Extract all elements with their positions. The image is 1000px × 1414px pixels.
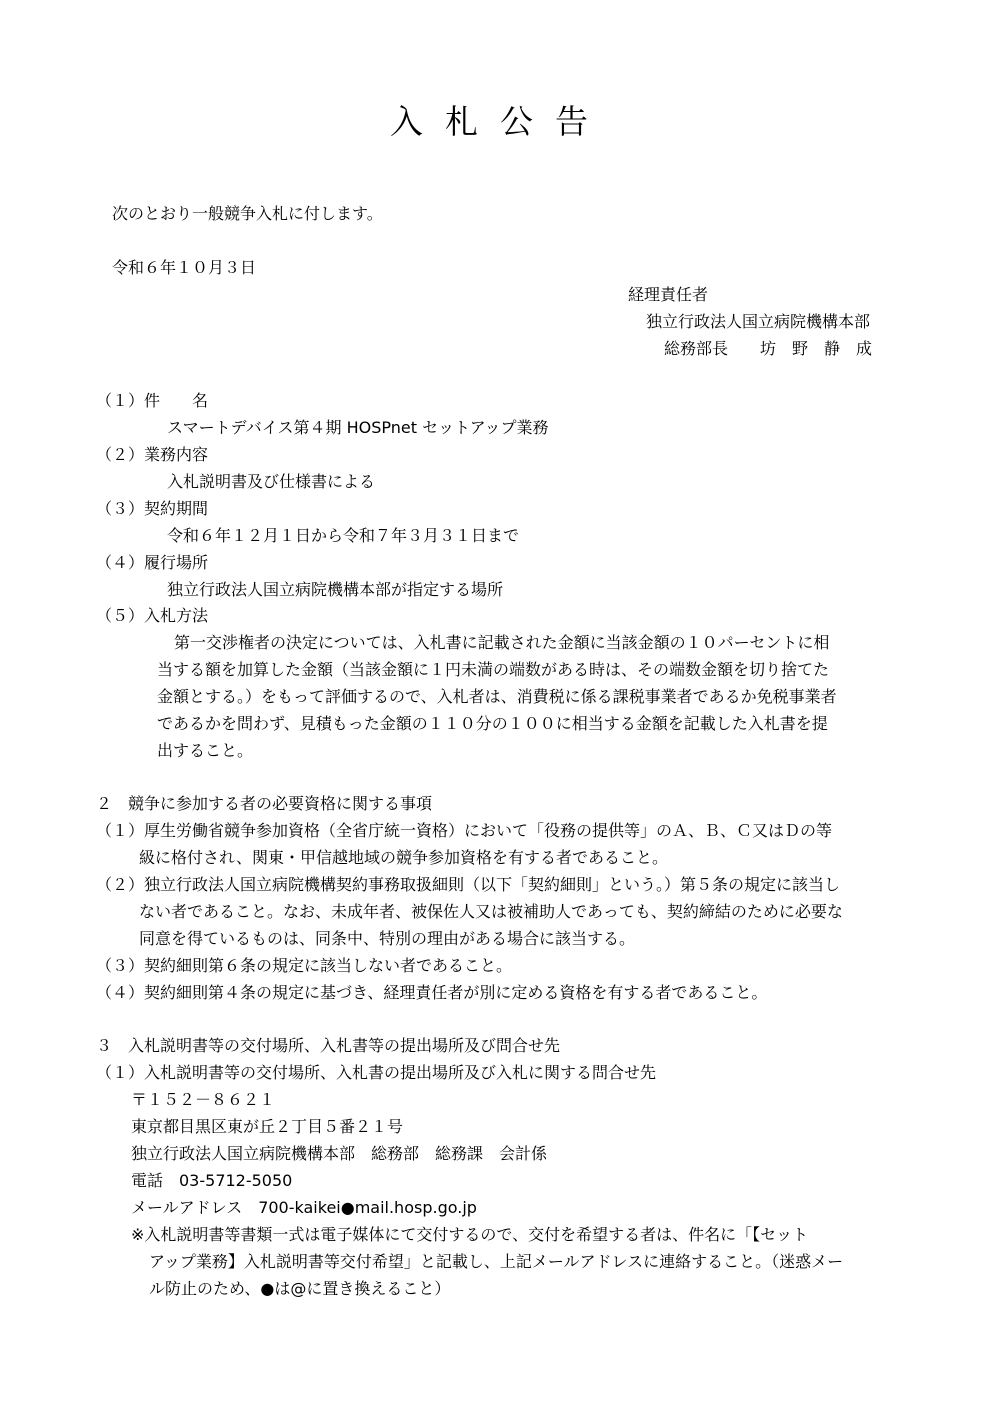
section-2-heading: ２ 競争に参加する者の必要資格に関する事項 [96,794,433,813]
item-5-text-line: 金額とする。）をもって評価するので、入札者は、消費税に係る課税事業者であるか免税事業者 [157,687,837,706]
section-2-item-1-line: 級に格付され、関東・甲信越地域の競争参加資格を有する者であること。 [139,848,668,867]
issuer-organization: 独立行政法人国立病院機構本部 [646,312,871,331]
note-line: ※入札説明書等書類一式は電子媒体にて交付するので、交付を希望する者は、件名に「【セット [131,1225,809,1244]
section-3-heading: ３ 入札説明書等の交付場所、入札書等の提出場所及び問合せ先 [96,1036,561,1055]
page-title: 入札公告 [390,102,610,141]
section-2-item-1-line: （１）厚生労働省競争参加資格（全省庁統一資格）において「役務の提供等」のＡ、Ｂ、Ｃ又はＤの等 [96,821,833,840]
section-3-item-1: （１）入札説明書等の交付場所、入札書の提出場所及び入札に関する問合せ先 [96,1063,657,1082]
item-1-value: スマートデバイス第４期 HOSPnet セットアップ業務 [167,418,549,437]
item-5-text-line: 出すること。 [157,741,254,760]
section-2-item-3: （３）契約細則第６条の規定に該当しない者であること。 [96,956,513,975]
note-line: ル防止のため、●は@に置き換えること） [149,1279,451,1298]
section-2-item-4: （４）契約細則第４条の規定に基づき、経理責任者が別に定める資格を有する者であること。 [96,983,768,1002]
announcement-date: 令和６年１０月３日 [112,258,257,277]
section-2-item-2-line: 同意を得ているものは、同条中、特別の理由がある場合に該当する。 [139,929,636,948]
item-5-label: （５）入札方法 [96,606,209,625]
item-5-text-line: 当する額を加算した金額（当該金額に１円未満の端数がある時は、その端数金額を切り捨てた [157,660,830,679]
item-5-text-line: 第一交渉権者の決定については、入札書に記載された金額に当該金額の１０パーセントに相 [174,633,830,652]
item-5-text-line: であるかを問わず、見積もった金額の１１０分の１００に相当する金額を記載した入札書を提 [157,714,828,733]
section-2-item-2-line: （２）独立行政法人国立病院機構契約事務取扱細則（以下「契約細則」という。）第５条の規定に該当し [96,875,841,894]
item-3-label: （３）契約期間 [96,499,209,518]
item-3-value: 令和６年１２月１日から令和７年３月３１日まで [167,526,520,545]
department: 独立行政法人国立病院機構本部 総務部 総務課 会計係 [131,1144,548,1163]
section-2-item-2-line: ない者であること。なお、未成年者、被保佐人又は被補助人であっても、契約締結のために必要な [139,902,843,921]
item-4-value: 独立行政法人国立病院機構本部が指定する場所 [167,580,504,599]
item-1-label: （１）件 名 [96,391,209,410]
item-2-value: 入札説明書及び仕様書による [167,472,376,491]
intro-text: 次のとおり一般競争入札に付します。 [112,204,383,223]
address: 東京都目黒区東が丘２丁目５番２１号 [131,1117,404,1136]
item-4-label: （４）履行場所 [96,553,209,572]
postal-code: 〒１５２－８６２１ [131,1090,276,1109]
issuer-role: 経理責任者 [628,285,709,304]
item-2-label: （２）業務内容 [96,445,209,464]
phone-number: 電話 03-5712-5050 [131,1171,293,1190]
note-line: アップ業務】入札説明書等交付希望」と記載し、上記メールアドレスに連絡すること。（迷惑メー [149,1252,844,1271]
issuer-title-name: 総務部長 坊 野 静 成 [664,339,873,358]
email-address: メールアドレス 700-kaikei●mail.hosp.go.jp [131,1198,477,1217]
